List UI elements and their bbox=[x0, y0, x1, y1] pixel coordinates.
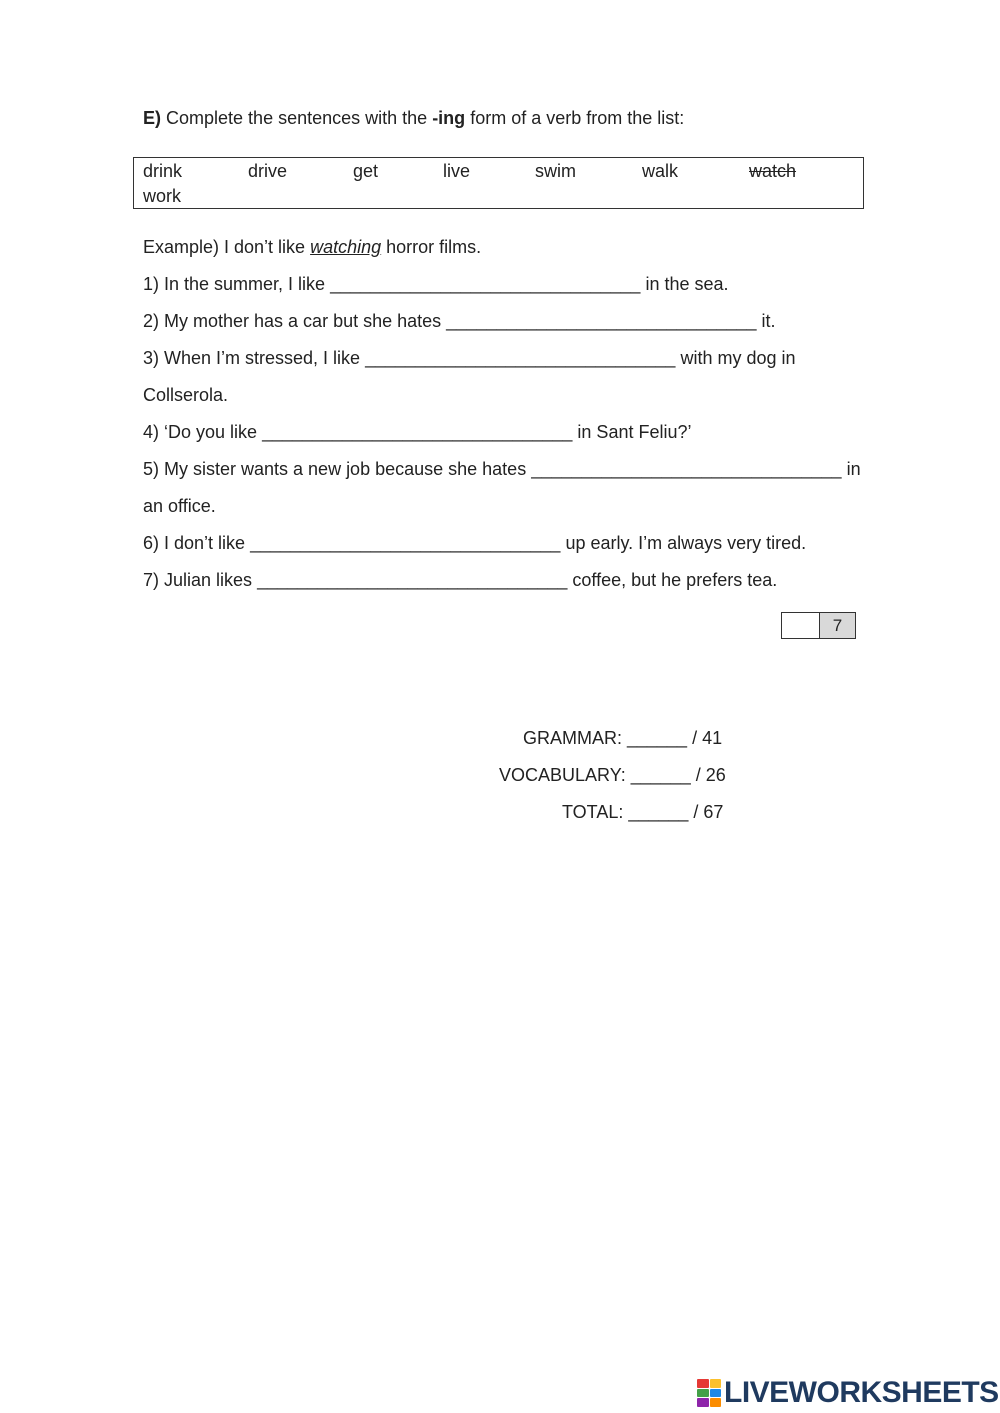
exercise-label: E) bbox=[143, 108, 161, 128]
sentence-5-continuation bbox=[143, 496, 216, 517]
word-drive: drive bbox=[248, 161, 288, 181]
word-list-box bbox=[133, 157, 864, 209]
word-swim: swim bbox=[535, 161, 576, 181]
sentence-3 bbox=[143, 348, 796, 369]
word-drink: drink bbox=[143, 161, 183, 181]
example-pre: Example) I don’t like bbox=[143, 237, 306, 257]
example-post: horror films. bbox=[386, 237, 482, 257]
sentence-text: Collserola. bbox=[143, 385, 229, 405]
sentence-text: 4) ‘Do you like bbox=[143, 422, 258, 442]
answer-blank[interactable]: _______________________________ bbox=[531, 459, 842, 479]
sentence-text: an office. bbox=[143, 496, 216, 516]
liveworksheets-logo-icon bbox=[697, 1379, 721, 1407]
word-work: work bbox=[143, 186, 182, 206]
sentence-text: up early. I’m always very tired. bbox=[565, 533, 807, 553]
answer-blank[interactable]: _______________________________ bbox=[250, 533, 561, 553]
sentence-7 bbox=[143, 570, 777, 591]
sentence-text: 1) In the summer, I like bbox=[143, 274, 326, 294]
word-walk: walk bbox=[642, 161, 679, 181]
answer-blank[interactable]: _______________________________ bbox=[446, 311, 757, 331]
answer-blank[interactable]: _______________________________ bbox=[257, 570, 568, 590]
example-sentence bbox=[143, 237, 481, 258]
exercise-instruction bbox=[143, 108, 684, 129]
score-max: 7 bbox=[820, 613, 855, 638]
sentence-6 bbox=[143, 533, 806, 554]
sentence-5 bbox=[143, 459, 861, 480]
word-live: live bbox=[443, 161, 471, 181]
sentence-4 bbox=[143, 422, 692, 443]
score-box bbox=[781, 612, 856, 639]
sentence-text: it. bbox=[761, 311, 776, 331]
score-input-cell[interactable] bbox=[782, 613, 820, 638]
sentence-text: 3) When I’m stressed, I like bbox=[143, 348, 361, 368]
sentence-text: in Sant Feliu?’ bbox=[577, 422, 692, 442]
instruction-text-bold: -ing bbox=[432, 108, 466, 128]
sentence-text: in bbox=[846, 459, 861, 479]
instruction-text-pre: Complete the sentences with the bbox=[166, 108, 428, 128]
sentence-3-continuation bbox=[143, 385, 228, 406]
sentence-text: 2) My mother has a car but she hates bbox=[143, 311, 442, 331]
sentence-2 bbox=[143, 311, 776, 332]
sentence-text: 7) Julian likes bbox=[143, 570, 253, 590]
sentence-text: with my dog in bbox=[680, 348, 796, 368]
instruction-text-post: form of a verb from the list: bbox=[470, 108, 685, 128]
liveworksheets-logo[interactable] bbox=[697, 1377, 999, 1409]
sentence-text: 5) My sister wants a new job because she hates bbox=[143, 459, 527, 479]
answer-blank[interactable]: _______________________________ bbox=[262, 422, 573, 442]
brand-name: LIVEWORKSHEETS bbox=[724, 1376, 999, 1409]
overall-total: TOTAL: ______ / 67 bbox=[562, 802, 724, 822]
vocabulary-total: VOCABULARY: ______ / 26 bbox=[499, 765, 726, 785]
sentence-1 bbox=[143, 274, 729, 295]
word-watch-used: watch bbox=[749, 161, 797, 181]
answer-blank[interactable]: _______________________________ bbox=[365, 348, 676, 368]
sentence-text: in the sea. bbox=[645, 274, 729, 294]
word-get: get bbox=[353, 161, 379, 181]
sentence-text: 6) I don’t like bbox=[143, 533, 246, 553]
grammar-total: GRAMMAR: ______ / 41 bbox=[523, 728, 723, 748]
example-answer: watching bbox=[310, 237, 382, 257]
sentence-text: coffee, but he prefers tea. bbox=[572, 570, 778, 590]
answer-blank[interactable]: _______________________________ bbox=[330, 274, 641, 294]
